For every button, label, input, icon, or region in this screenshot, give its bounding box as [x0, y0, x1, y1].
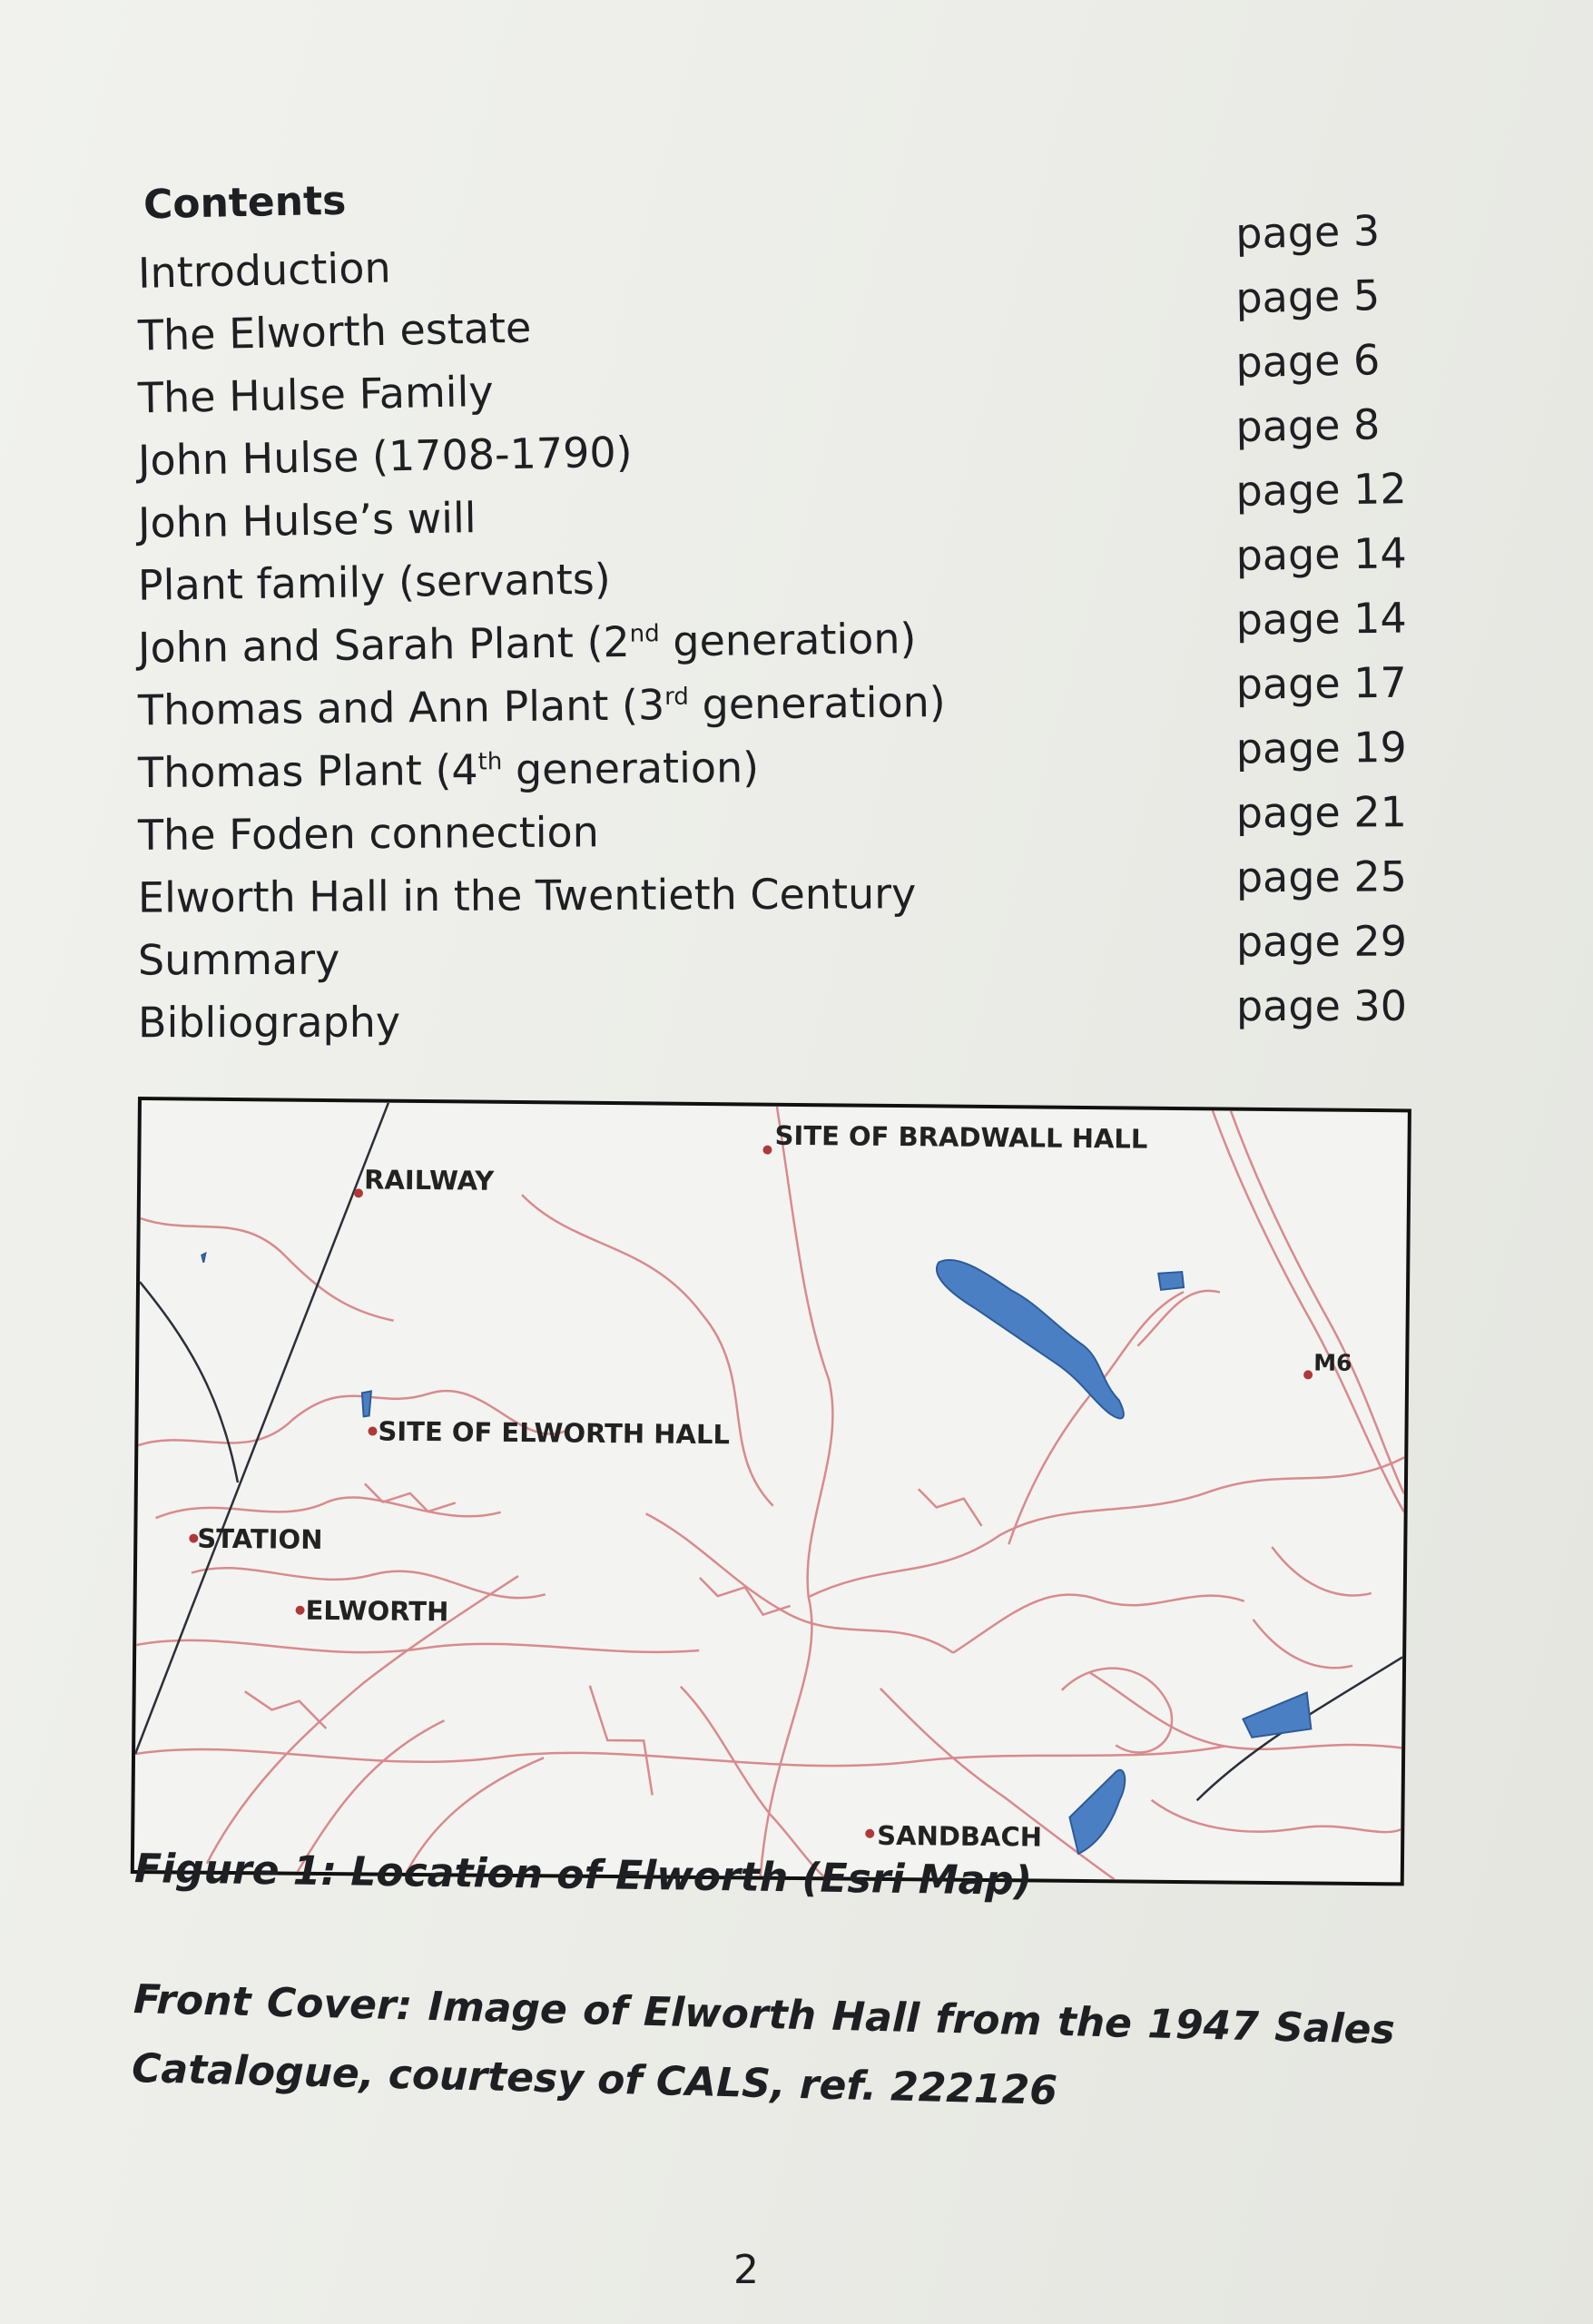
toc-entry-title: Introduction [137, 242, 392, 298]
toc-entry-title: The Elworth estate [137, 302, 532, 360]
toc-entry-page: page 25 [1235, 852, 1408, 902]
toc-entry-title: John Hulse (1708-1790) [137, 427, 634, 486]
ordinal-suffix: rd [664, 683, 690, 711]
toc-entry-title: Elworth Hall in the Twentieth Century [137, 869, 917, 922]
front-cover-note: Front Cover: Image of Elworth Hall from the 1947 Sales Catalogue, courtesy of CALS, ref. 222126 [131, 1975, 1396, 2114]
toc-title-part: John and Sarah Plant (2 [137, 616, 631, 673]
bradwall-marker [762, 1146, 772, 1155]
toc-entry-page: page 8 [1235, 399, 1381, 452]
toc-entry-title [138, 677, 946, 734]
map-label-bradwall: SITE OF BRADWALL HALL [774, 1119, 1148, 1155]
toc-entry-title: Plant family (servants) [137, 554, 612, 610]
ordinal-suffix: nd [629, 620, 660, 648]
toc-entry-title: Bibliography [137, 997, 401, 1048]
toc-title-part: generation) [688, 677, 946, 729]
page-number: 2 [733, 2247, 759, 2293]
sandbach-marker [865, 1829, 874, 1838]
elworth-hall-marker [368, 1426, 377, 1435]
toc-title-part: Thomas and Ann Plant (3 [137, 680, 665, 735]
map-label-station: STATION [197, 1522, 323, 1555]
m6-marker [1303, 1370, 1313, 1379]
elworth-marker [296, 1606, 305, 1615]
toc-entry-title: The Foden connection [137, 807, 600, 860]
toc-title-part: Thomas Plant (4 [137, 744, 478, 798]
ordinal-suffix: th [477, 748, 503, 776]
toc-entry-page: page 12 [1235, 464, 1408, 516]
toc-entry-title [138, 614, 917, 672]
toc-entry-page: page 3 [1234, 205, 1381, 259]
map-label-m6: M6 [1313, 1349, 1352, 1376]
figure-caption: Figure 1: Location of Elworth (Esri Map) [133, 1846, 1033, 1905]
toc-entry [137, 916, 1409, 1000]
map-label-elworth: ELWORTH [305, 1594, 449, 1628]
map-label-sandbach: SANDBACH [877, 1819, 1043, 1853]
toc-entry-page: page 17 [1235, 657, 1408, 709]
toc-entry [137, 657, 1410, 750]
map-graphic [134, 1100, 1408, 1882]
map-label-railway: RAILWAY [363, 1164, 495, 1196]
toc-entry-page: page 5 [1234, 271, 1381, 323]
railway-marker [354, 1188, 363, 1197]
contents-heading: Contents [143, 177, 347, 229]
location-map [131, 1097, 1411, 1886]
toc-entry [137, 787, 1409, 874]
toc-entry [137, 980, 1409, 1061]
toc-entry [137, 852, 1409, 936]
toc-entry-title: John Hulse’s will [137, 493, 477, 547]
toc-entry-page: page 21 [1235, 787, 1408, 838]
water-bodies [196, 1253, 1315, 1856]
toc-entry-title: Summary [137, 934, 340, 985]
toc-entry-page: page 19 [1235, 722, 1408, 773]
toc-entry-page: page 14 [1235, 528, 1408, 580]
toc-entry-title: The Hulse Family [137, 366, 495, 423]
toc-entry-page: page 6 [1234, 335, 1381, 388]
map-label-elworth-hall: SITE OF ELWORTH HALL [378, 1415, 731, 1451]
toc-entry-page: page 14 [1235, 593, 1408, 645]
railway-lines [135, 1100, 1408, 1802]
toc-title-part: generation) [502, 743, 760, 794]
toc-entry-page: page 30 [1235, 980, 1408, 1031]
toc-entry [137, 722, 1410, 812]
toc-title-part: generation) [659, 614, 917, 666]
toc-entry-page: page 29 [1235, 916, 1408, 967]
toc-entry-title [138, 743, 760, 797]
location-markers [186, 1140, 1314, 1843]
road-network [134, 1100, 1408, 1882]
